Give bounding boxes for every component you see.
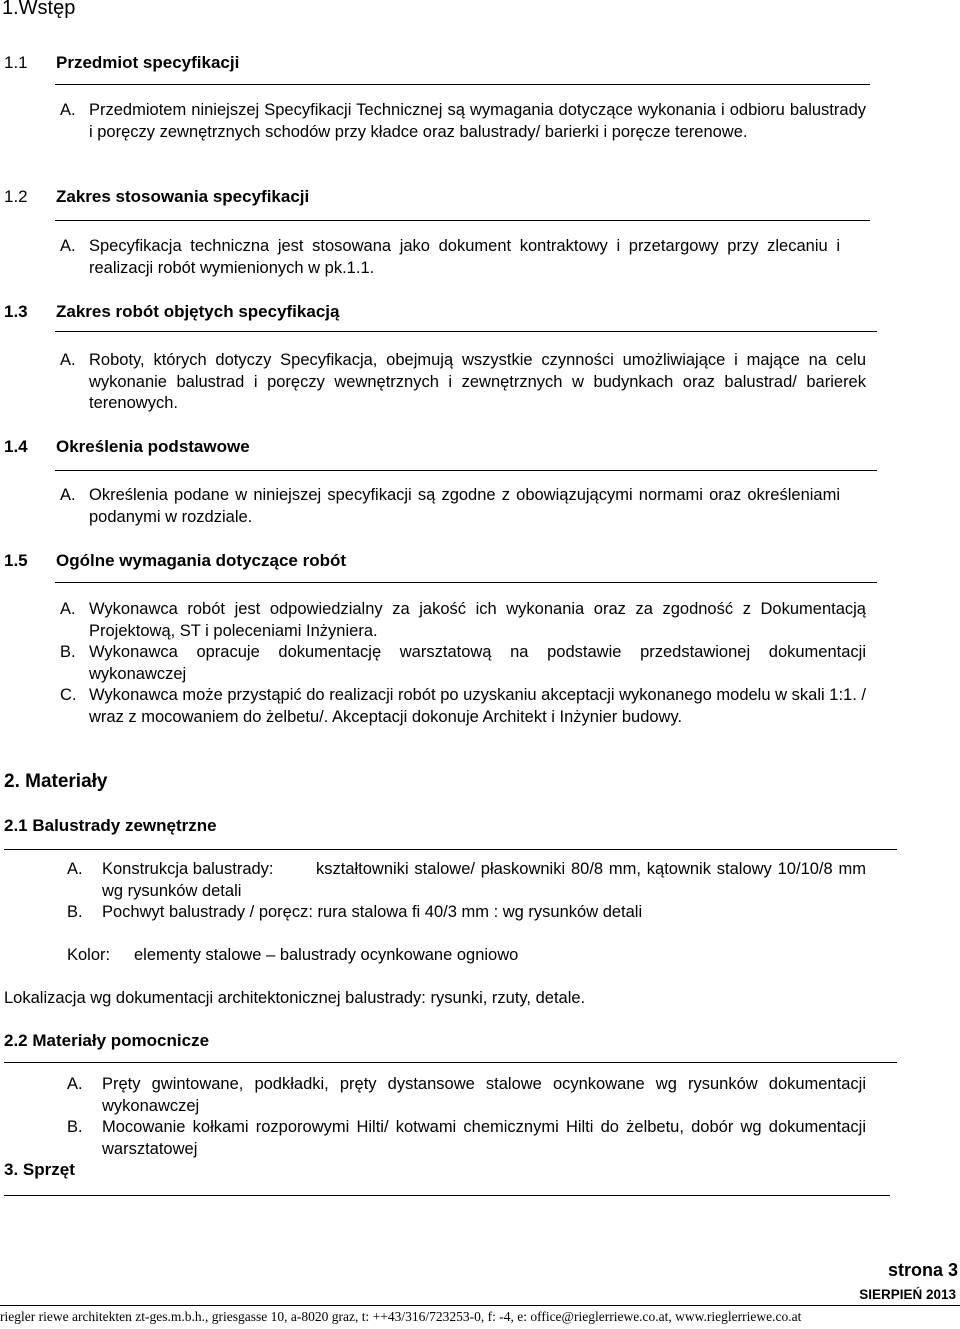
section-title: Określenia podstawowe	[56, 437, 250, 456]
section-divider	[55, 582, 877, 583]
paragraph: Pochwyt balustrady / poręcz: rura stalowa fi 40/3 mm : wg rysunków detali	[102, 903, 643, 921]
paragraph: Przedmiotem niniejszej Specyfikacji Technicznej są wymagania dotyczące wykonania i odbioru balustrady i poręczy zewnętrznych schodów przy kładce oraz balustrady/ barierki i poręcze terenowe.	[89, 101, 866, 141]
list-marker: B.	[67, 1118, 83, 1136]
paragraph: Wykonawca opracuje dokumentację warsztatową na podstawie przedstawionej dokumentacji wykonawczej	[89, 643, 866, 683]
list-marker: B.	[67, 903, 83, 921]
list-item	[60, 599, 866, 642]
chapter-title-3: 3. Sprzęt	[4, 1160, 75, 1179]
list-item	[60, 685, 866, 728]
section-number: 1.3	[4, 302, 28, 321]
list-marker: B.	[60, 643, 76, 661]
list-marker: A.	[67, 860, 83, 878]
list-item	[60, 350, 866, 415]
item-label: Konstrukcja balustrady:	[102, 860, 274, 878]
list-item	[67, 1117, 866, 1160]
section-divider	[4, 849, 897, 850]
list-marker: A.	[60, 237, 76, 255]
section-title: 2.2 Materiały pomocnicze	[4, 1031, 210, 1050]
section-divider	[55, 220, 870, 221]
list-item	[60, 485, 840, 528]
item-label: Kolor:	[67, 946, 111, 964]
paragraph: Wykonawca może przystąpić do realizacji robót po uzyskaniu akceptacji wykonanego modelu w skali 1:1. / wraz z mocowaniem do żelbetu/. Akceptacji dokonuje Architekt i Inżynier budowy.	[89, 686, 866, 726]
list-item	[60, 236, 840, 279]
paragraph: kształtowniki stalowe/ płaskowniki 80/8 mm, kątownik stalowy 10/10/8 mm wg rysunków detali	[102, 860, 866, 900]
section-title: Zakres robót objętych specyfikacją	[56, 302, 340, 321]
list-marker: A.	[60, 101, 76, 119]
page-date: SIERPIEŃ 2013	[859, 1287, 956, 1302]
section-title: Przedmiot specyfikacji	[56, 53, 240, 72]
list-marker: C.	[60, 686, 77, 704]
section-number: 1.4	[4, 437, 28, 456]
section-number: 1.2	[4, 187, 28, 206]
section-divider	[4, 1195, 890, 1196]
footer-text: riegler riewe architekten zt-ges.m.b.h., griesgasse 10, a-8020 graz, t: ++43/316/723253-0, f: -4, e: office@rieglerriewe.co.at, www.rieglerriewe.co.at	[0, 1309, 802, 1324]
list-marker: A.	[60, 351, 76, 369]
section-divider	[55, 331, 877, 332]
paragraph: Wykonawca robót jest odpowiedzialny za jakość ich wykonania oraz za zgodność z Dokumentacją Projektową, ST i poleceniami Inżyniera.	[89, 600, 866, 640]
list-marker: A.	[60, 600, 76, 618]
paragraph: Roboty, których dotyczy Specyfikacja, obejmują wszystkie czynności umożliwiające i mające na celu wykonanie balustrad i poręczy wewnętrznych i zewnętrznych w budynkach oraz balustrad/ barierek terenowych.	[89, 351, 866, 412]
paragraph: Określenia podane w niniejszej specyfikacji są zgodne z obowiązującymi normami oraz określeniami podanymi w rozdziale.	[89, 486, 840, 526]
section-title: Zakres stosowania specyfikacji	[56, 187, 310, 206]
list-item	[67, 1074, 866, 1117]
list-item	[102, 859, 866, 902]
list-marker: A.	[60, 486, 76, 504]
section-title: Ogólne wymagania dotyczące robót	[56, 551, 347, 570]
paragraph: Mocowanie kołkami rozporowymi Hilti/ kotwami chemicznymi Hilti do żelbetu, dobór wg dokumentacji warsztatowej	[102, 1118, 866, 1158]
paragraph: elementy stalowe – balustrady ocynkowane ogniowo	[134, 946, 519, 964]
section-number: 1.1	[4, 53, 28, 72]
section-divider	[55, 470, 877, 471]
list-item	[60, 100, 866, 143]
chapter-title-2: 2. Materiały	[4, 771, 108, 792]
chapter-title-1: 1.Wstęp	[2, 0, 76, 19]
list-marker: A.	[67, 1075, 83, 1093]
section-title: 2.1 Balustrady zewnętrzne	[4, 816, 217, 835]
section-divider	[4, 1062, 897, 1063]
section-number: 1.5	[4, 551, 28, 570]
footer-divider	[0, 1305, 960, 1306]
section-divider	[55, 84, 870, 85]
paragraph: Lokalizacja wg dokumentacji architektonicznej balustrady: rysunki, rzuty, detale.	[4, 989, 586, 1007]
page-number: strona 3	[887, 1260, 958, 1280]
list-item	[60, 642, 866, 685]
paragraph: Pręty gwintowane, podkładki, pręty dystansowe stalowe ocynkowane wg rysunków dokumentacji wykonawczej	[102, 1075, 866, 1115]
paragraph: Specyfikacja techniczna jest stosowana jako dokument kontraktowy i przetargowy przy zlecaniu i realizacji robót wymienionych w pk.1.1.	[89, 237, 840, 277]
